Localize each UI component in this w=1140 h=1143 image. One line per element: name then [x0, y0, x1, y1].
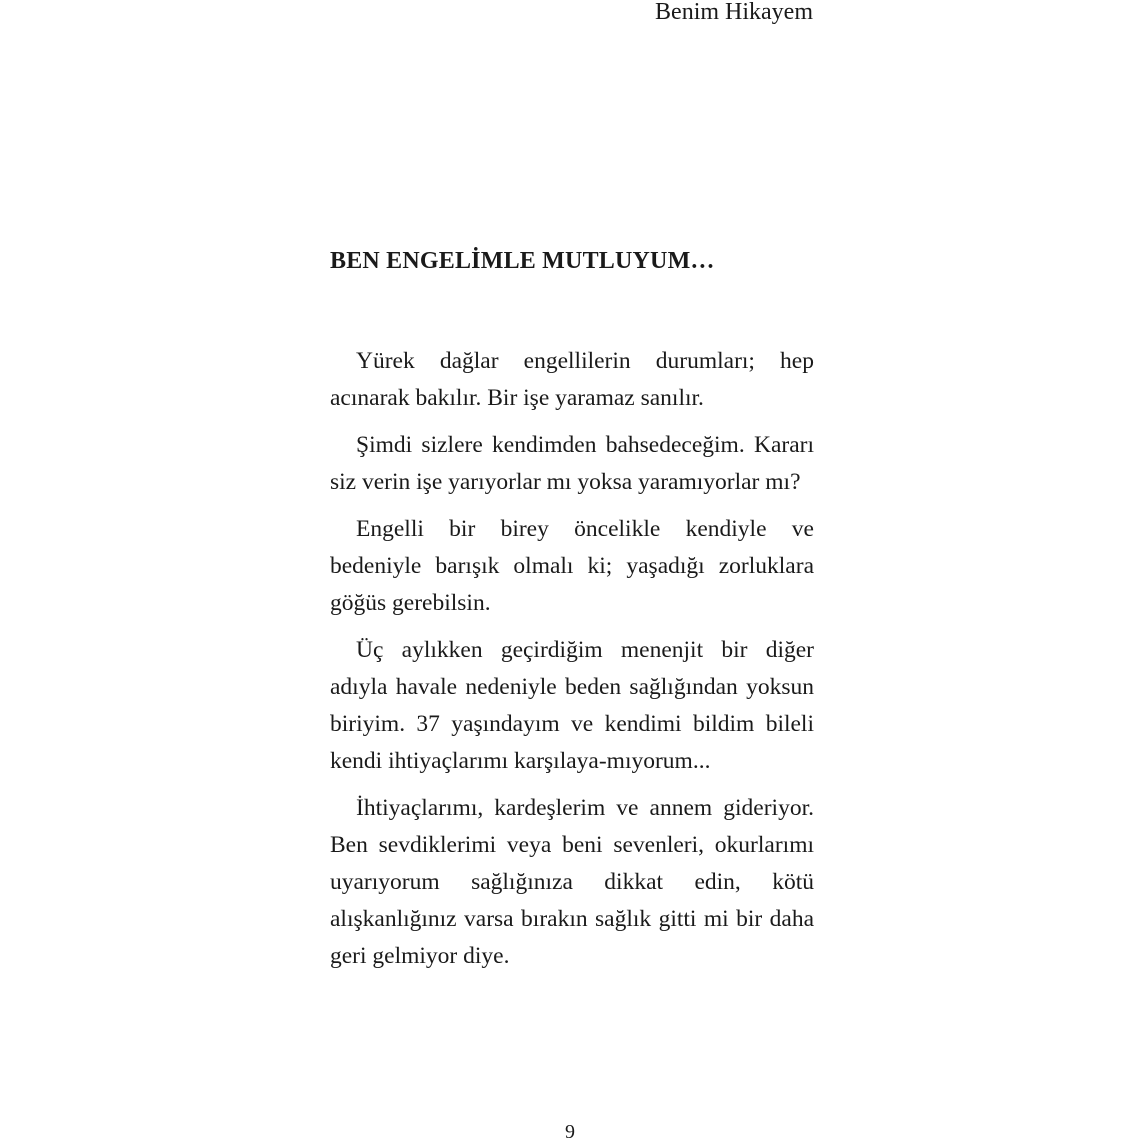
paragraph-4: Üç aylıkken geçirdiğim menenjit bir diğer adıyla havale nedeniyle beden sağlığından yoksun biriyim. 37 yaşındayım ve kendimi bildim bileli kendi ihtiyaçlarımı karşılaya-mıyorum...: [330, 637, 814, 774]
page-number: 9: [565, 1121, 575, 1143]
paragraph-1: Yürek dağlar engellilerin durumları; hep acınarak bakılır. Bir işe yaramaz sanılır.: [330, 348, 814, 411]
chapter-title: BEN ENGELİMLE MUTLUYUM…: [330, 248, 715, 274]
running-header: Benim Hikayem: [655, 0, 813, 25]
paragraph-5: İhtiyaçlarımı, kardeşlerim ve annem gideriyor. Ben sevdiklerimi veya beni sevenleri, okurlarımı uyarıyorum sağlığınıza dikkat edin, kötü alışkanlığınız varsa bırakın sağlık gitti mi bir daha geri gelmiyor diye.: [330, 795, 814, 969]
paragraph-3: Engelli bir birey öncelikle kendiyle ve bedeniyle barışık olmalı ki; yaşadığı zorluklara göğüs gerebilsin.: [330, 516, 814, 616]
body-text: [330, 343, 814, 985]
paragraph-2: Şimdi sizlere kendimden bahsedeceğim. Kararı siz verin işe yarıyorlar mı yoksa yaramıyorlar mı?: [330, 432, 814, 495]
